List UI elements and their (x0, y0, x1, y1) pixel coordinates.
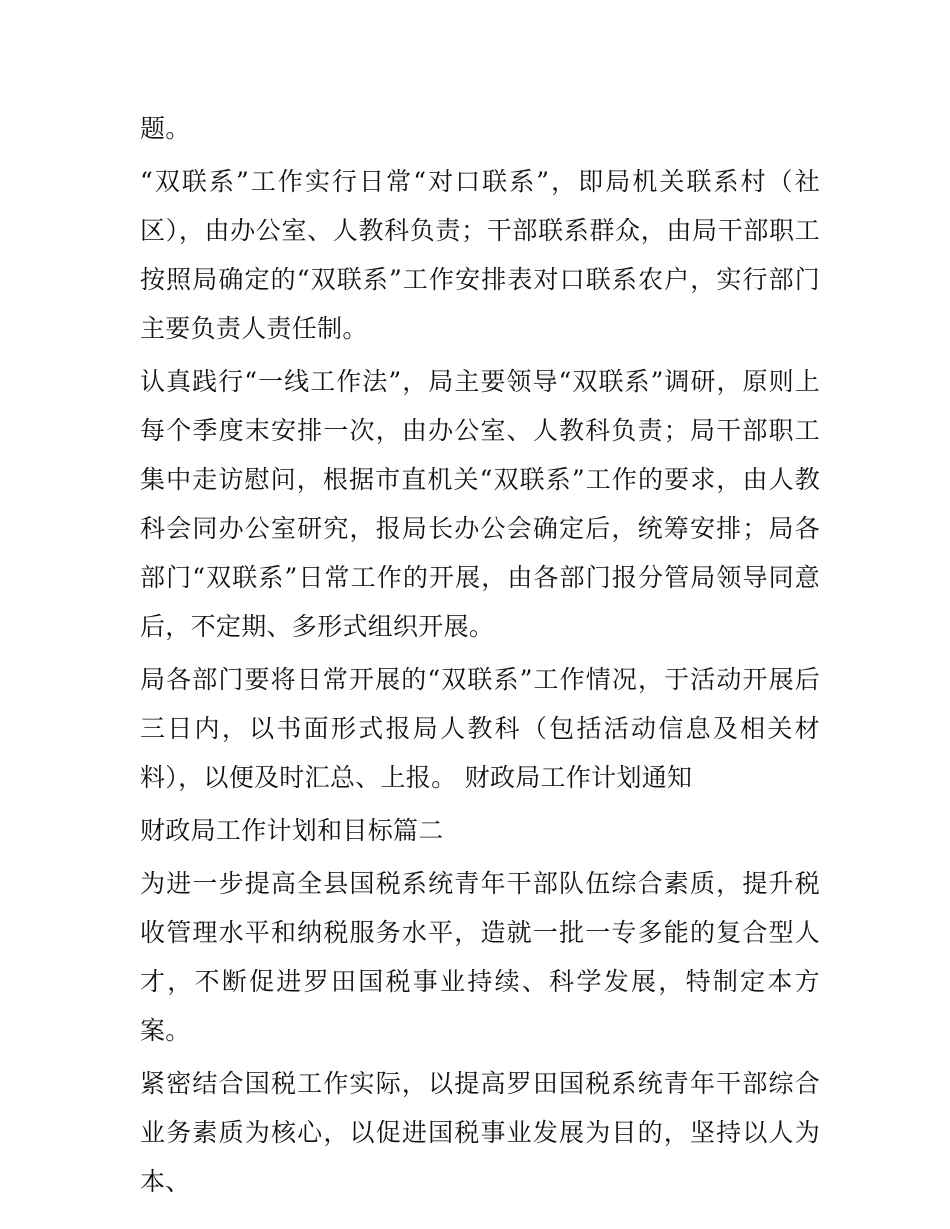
paragraph: 为进一步提高全县国税系统青年干部队伍综合素质，提升税收管理水平和纳税服务水平，造就一批一专多能的复合型人才，不断促进罗田国税事业持续、科学发展，特制定本方案。 (140, 869, 820, 1045)
paragraph: 题。 (140, 114, 191, 143)
section-heading: 财政局工作计划和目标篇二 (140, 816, 444, 845)
paragraph: 紧密结合国税工作实际，以提高罗田国税系统青年干部综合业务素质为核心，以促进国税事业发展为目的，坚持以人为本、 (140, 1069, 820, 1196)
paragraph: 认真践行“一线工作法”，局主要领导“双联系”调研，原则上每个季度末安排一次，由办公室、人教科负责；局干部职工集中走访慰问，根据市直机关“双联系”工作的要求，由人教科会同办公室研究，报局长办公会确定后，统筹安排；局各部门“双联系”日常工作的开展，由各部门报分管局领导同意后，不定期、多形式组织开展。 (140, 367, 820, 641)
paragraph: 局各部门要将日常开展的“双联系”工作情况，于活动开展后三日内，以书面形式报局人教科（包括活动信息及相关材料），以便及时汇总、上报。 财政局工作计划通知 (140, 665, 820, 792)
paragraph: “双联系”工作实行日常“对口联系”，即局机关联系村（社区），由办公室、人教科负责；干部联系群众，由局干部职工按照局确定的“双联系”工作安排表对口联系农户，实行部门主要负责人责任制。 (140, 167, 820, 343)
